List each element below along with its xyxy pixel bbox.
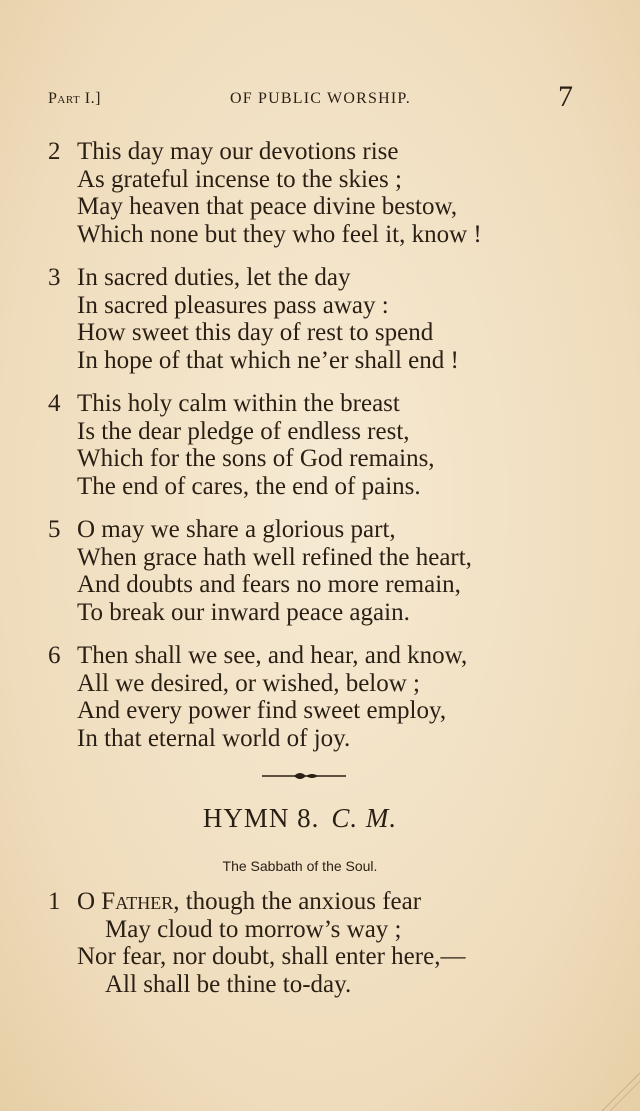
verse-line: As grateful incense to the skies ;: [77, 165, 402, 193]
running-header: [48, 80, 573, 118]
first-word: O Father,: [77, 888, 180, 915]
verse-line: When grace hath well refined the heart,: [77, 543, 472, 571]
verse-line: In sacred duties, let the day: [77, 264, 351, 291]
verse-line: How sweet this day of rest to spend: [77, 319, 434, 346]
divider-ornament-icon: [260, 769, 348, 783]
page-number: 7: [558, 80, 573, 113]
hymn-7-continued: [48, 138, 548, 768]
verse-line: All we desired, or wished, below ;: [77, 669, 420, 697]
stanza-3: [48, 264, 548, 374]
hymn-heading: [0, 803, 600, 834]
hymn-8-stanza-1: [48, 888, 568, 998]
verse-line: In sacred pleasures pass away :: [77, 291, 389, 319]
hymn-meter: C. M.: [331, 803, 398, 833]
verse-line: This day may our devotions rise: [77, 138, 399, 165]
stanza-number: 3: [48, 264, 61, 291]
running-title: OF PUBLIC WORSHIP.: [230, 90, 411, 107]
line-rest: though the anxious fear: [179, 888, 422, 915]
verse-line: May cloud to morrow’s way ;: [105, 915, 402, 943]
verse-line: Nor fear, nor doubt, shall enter here,—: [77, 943, 466, 970]
verse-line: May heaven that peace divine bestow,: [77, 193, 458, 220]
stanza-number: 5: [48, 516, 61, 543]
verse-line: The end of cares, the end of pains.: [77, 472, 421, 500]
stanza-number: 4: [48, 390, 61, 417]
part-label: Part I.]: [48, 90, 101, 107]
verse-line: In hope of that which ne’er shall end !: [77, 346, 459, 374]
hymn-subtitle: The Sabbath of the Soul.: [222, 858, 378, 874]
stanza-5: [48, 516, 548, 626]
verse-line: In that eternal world of joy.: [77, 724, 351, 752]
stanza-number: 2: [48, 138, 61, 165]
verse-line: Is the dear pledge of endless rest,: [77, 417, 410, 445]
verse-line: This holy calm within the breast: [77, 390, 400, 417]
verse-line: Which for the sons of God remains,: [77, 445, 435, 472]
stanza-6: [48, 642, 548, 752]
verse-line: [77, 888, 568, 916]
stanza-2: [48, 138, 548, 248]
verse-line: Then shall we see, and hear, and know,: [77, 642, 468, 669]
stanza-number: 1: [48, 888, 61, 915]
verse-line: O may we share a glorious part,: [77, 516, 396, 543]
verse-line: And every power find sweet employ,: [77, 697, 447, 724]
stanza-number: 6: [48, 642, 61, 669]
hymn-number: HYMN 8.: [202, 803, 320, 833]
verse-line: All shall be thine to-day.: [105, 970, 352, 998]
page-corner-icon: [580, 1051, 640, 1111]
stanza-4: [48, 390, 548, 500]
verse-line: To break our inward peace again.: [77, 598, 410, 626]
verse-line: Which none but they who feel it, know !: [77, 220, 482, 248]
verse-line: And doubts and fears no more remain,: [77, 571, 461, 598]
